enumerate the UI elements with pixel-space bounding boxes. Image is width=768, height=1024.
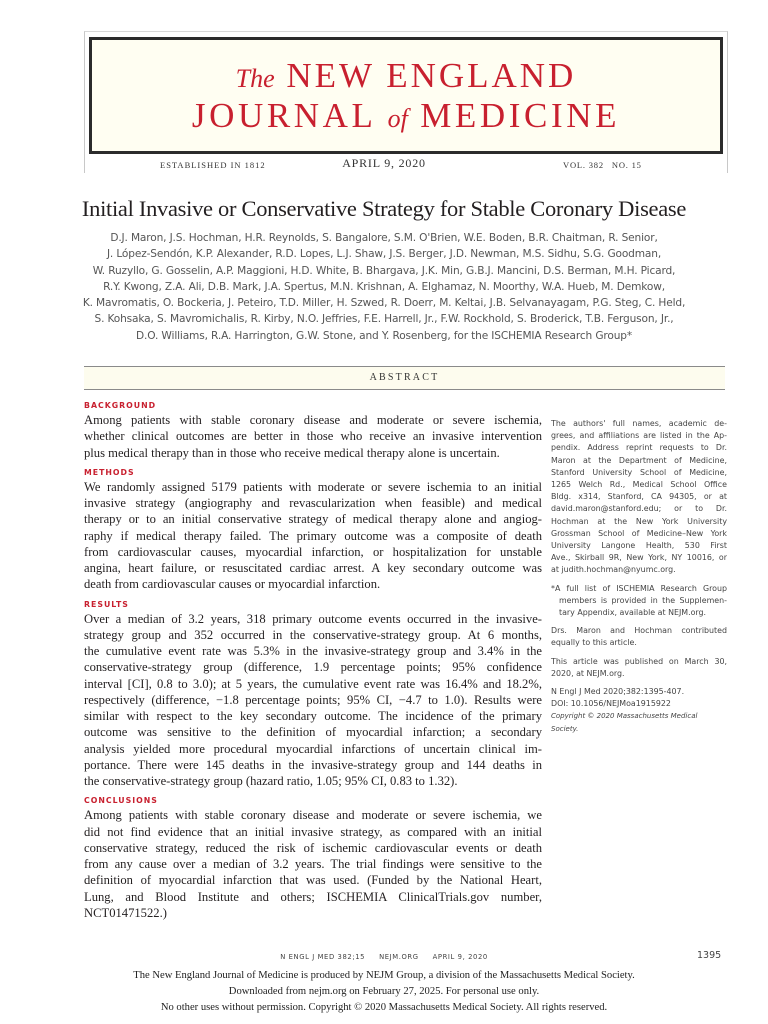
equal-contribution-note xyxy=(551,625,727,649)
footer-journal-ref: N ENGL J MED 382;15 xyxy=(280,953,366,961)
text-line: did not find evidence that an initial invasive strategy, as compared with an initial xyxy=(84,824,542,839)
established-label: ESTABLISHED IN 1812 xyxy=(160,160,266,170)
legal-line: The New England Journal of Medicine is produced by NEJM Group, a division of the Massachusetts Medical Society. xyxy=(133,970,635,981)
page-number: 1395 xyxy=(697,950,722,961)
sidebar-line: Hochman at the New York University xyxy=(551,516,727,526)
text-line: outcome was sensitive to the definition of myocardial infarction; a secondary xyxy=(84,725,542,740)
section-heading: RESULTS xyxy=(84,599,129,609)
masthead-logo xyxy=(89,37,723,154)
text-line: Over a median of 3.2 years, 318 primary outcome events occurred in the invasive- xyxy=(84,611,542,626)
legal-notice xyxy=(0,968,768,1016)
masthead-of: of xyxy=(387,104,408,133)
text-line: the cumulative event rate was 5.3% in the invasive-strategy group and 3.4% in the xyxy=(84,644,542,658)
text-line: the conservative-strategy group (hazard ratio, 1.05; 95% CI, 0.83 to 1.32). xyxy=(84,774,458,788)
masthead-new-england: NEW ENGLAND xyxy=(286,56,577,95)
abstract-section-conclusions xyxy=(84,795,542,921)
author-line: D.O. Williams, R.A. Harrington, G.W. Stone, and Y. Rosenberg, for the ISCHEMIA Research Group* xyxy=(136,329,632,342)
citation: N Engl J Med 2020;382:1395-407. xyxy=(551,687,685,697)
section-heading: CONCLUSIONS xyxy=(84,796,158,806)
sidebar-line: Maron at the Department of Medicine, xyxy=(551,455,727,465)
text-line: death from cardiovascular causes or myocardial infarction. xyxy=(84,577,381,592)
correspondence-note xyxy=(551,418,727,577)
abstract-body xyxy=(84,400,542,927)
text-line: portance. There were 145 deaths in the invasive-strategy group and 144 deaths in xyxy=(84,757,542,772)
research-group-note xyxy=(551,583,727,620)
author-line: S. Kohsaka, S. Mavromichalis, R. Kirby, N.O. Jeffries, F.E. Harrell, Jr., F.W. Rockhold, S. Broderick, T.B. Ferguson, Jr., xyxy=(94,313,674,326)
article-title: Initial Invasive or Conservative Strategy for Stable Coronary Disease xyxy=(81,196,687,221)
abstract-section-background xyxy=(84,400,542,461)
sidebar-line: members is provided in the Supplemen- xyxy=(559,595,727,605)
legal-line: Downloaded from nejm.org on February 27, 2025. For personal use only. xyxy=(228,986,540,997)
text-line: Lung, and Blood Institute and others; ISCHEMIA ClinicalTrials.gov number, xyxy=(84,889,542,904)
text-line: conservative-strategy group (difference, 1.9 percentage points; 95% confidence xyxy=(84,660,542,675)
volume: VOL. 382 xyxy=(563,160,604,170)
publication-note xyxy=(551,656,727,680)
text-line: analysis yielded more procedural myocardial infarctions of uncertain clinical im- xyxy=(84,741,542,756)
masthead-the: The xyxy=(235,64,275,93)
section-text xyxy=(84,479,542,593)
section-heading: METHODS xyxy=(84,467,135,477)
author-line: J. López-Sendón, K.P. Alexander, R.D. Lopes, L.J. Shaw, J.S. Berger, J.D. Newman, M.S. Sidhu, S.G. Goodman, xyxy=(106,248,662,261)
text-line: plus medical therapy than in those who receive medical therapy alone is uncertain. xyxy=(84,445,500,460)
sidebar-line: Drs. Maron and Hochman contributed xyxy=(551,626,727,636)
masthead-medicine: MEDICINE xyxy=(420,96,621,135)
text-line: We randomly assigned 5179 patients with moderate or severe ischemia to an initial xyxy=(84,479,542,494)
sidebar-line: Grossman School of Medicine–New York xyxy=(551,528,727,538)
abstract-section-results xyxy=(84,599,542,790)
sidebar-line: 1265 Welch Rd., Medical School Office xyxy=(551,480,727,490)
author-line: K. Mavromatis, O. Bockeria, J. Peteiro, T.D. Miller, H. Szwed, R. Doerr, M. Keltai, J.B. Selvanayagam, P.G. Steg, C. Held, xyxy=(82,297,686,310)
sidebar-line: 2020, at NEJM.org. xyxy=(551,668,625,678)
section-text xyxy=(84,807,542,921)
author-list xyxy=(60,230,708,344)
sidebar-line: at judith.hochman@nyumc.org. xyxy=(551,565,676,575)
issue-date: APRIL 9, 2020 xyxy=(342,156,426,170)
sidebar-line: This article was published on March 30, xyxy=(551,656,727,666)
sidebar-line: tary Appendix, available at NEJM.org. xyxy=(559,608,707,618)
text-line: therapy or to an initial conservative strategy of medical therapy alone and angiog- xyxy=(84,512,542,527)
footer-date: APRIL 9, 2020 xyxy=(432,953,488,961)
text-line: strategy group and 352 occurred in the conservative-strategy group. At 6 months, xyxy=(84,627,542,642)
footer-site: NEJM.ORG xyxy=(379,953,419,961)
text-line: from cardiovascular causes, myocardial infarction, or hospitalization for unstable xyxy=(84,544,542,559)
text-line: similar with respect to the key secondary outcome. The incidence of the primary xyxy=(84,709,542,723)
text-line: invasive strategy (angiography and revascularization when feasible) and medical xyxy=(84,496,542,510)
sidebar-line: Bldg. x314, Stanford, CA 94305, or at xyxy=(551,492,727,502)
article-sidebar xyxy=(551,418,727,735)
issue-number: NO. 15 xyxy=(611,160,642,170)
text-line: definition of myocardial infarction that was used. (Funded by the National Heart, xyxy=(84,873,542,888)
author-line: W. Ruzyllo, G. Gosselin, A.P. Maggioni, H.D. White, B. Bhargava, J.K. Min, G.B.J. Mancini, D.S. Berman, M.H. Picard, xyxy=(92,264,676,277)
copyright-note: Copyright © 2020 Massachusetts Medical Society. xyxy=(551,712,698,733)
section-text xyxy=(84,412,542,461)
masthead-line-2 xyxy=(92,96,720,136)
text-line: angina, heart failure, or resuscitated cardiac arrest. A key secondary outcome was xyxy=(84,561,542,575)
abstract-section-methods xyxy=(84,467,542,593)
text-line: Among patients with stable coronary disease and moderate or severe ischemia, xyxy=(84,413,542,427)
author-line: D.J. Maron, J.S. Hochman, H.R. Reynolds, S. Bangalore, S.M. O'Brien, W.E. Boden, B.R. Chaitman, R. Senior, xyxy=(110,232,658,244)
sidebar-line: grees, and affiliations are listed in the Ap- xyxy=(551,431,727,441)
section-heading: BACKGROUND xyxy=(84,401,157,410)
text-line: from any cause over a median of 3.2 years. The trial findings were sensitive to the xyxy=(84,857,542,871)
sidebar-line: equally to this article. xyxy=(551,638,637,648)
text-line: Among patients with stable coronary disease and moderate or severe ischemia, we xyxy=(84,808,542,823)
sidebar-line: The authors' full names, academic de- xyxy=(551,419,727,428)
volume-number xyxy=(563,160,642,170)
text-line: conservative strategy, reduced the risk of ischemic cardiovascular events or death xyxy=(84,840,542,855)
text-line: respectively (difference, −1.8 percentage points; 95% CI, −4.7 to 1.0). Results were xyxy=(84,692,542,707)
text-line: interval [CI], 0.8 to 3.0); at 5 years, the cumulative event rate was 16.4% and 18.2%, xyxy=(84,676,542,691)
sidebar-line: University Langone Health, 530 First xyxy=(551,541,727,551)
running-footer xyxy=(0,953,768,961)
masthead-line-1 xyxy=(92,56,720,96)
legal-line: No other uses without permission. Copyright © 2020 Massachusetts Medical Society. All rights reserved. xyxy=(160,1002,608,1013)
text-line: raphy if medical therapy failed. The primary outcome was a composite of death xyxy=(84,528,542,543)
sidebar-line: david.maron@stanford.edu; or to Dr. xyxy=(551,504,727,514)
sidebar-line: pendix. Address reprint requests to Dr. xyxy=(551,443,727,453)
author-line: R.Y. Kwong, Z.A. Ali, D.B. Mark, J.A. Spertus, M.N. Krishnan, A. Elghamaz, N. Moorthy, W.A. Hueb, M. Demkow, xyxy=(103,280,665,293)
doi: DOI: 10.1056/NEJMoa1915922 xyxy=(551,699,671,709)
sidebar-line: Stanford University School of Medicine, xyxy=(551,467,727,477)
masthead-journal: JOURNAL xyxy=(191,96,376,135)
abstract-banner xyxy=(84,366,725,390)
sidebar-line: *A full list of ISCHEMIA Research Group xyxy=(551,583,727,593)
text-line: whether clinical outcomes are better in those who receive an invasive intervention xyxy=(84,429,542,444)
text-line: NCT01471522.) xyxy=(84,905,167,920)
sidebar-line: Ave., Skirball 9R, New York, NY 10016, or xyxy=(551,553,727,563)
abstract-label: ABSTRACT xyxy=(369,372,440,383)
section-text xyxy=(84,611,542,790)
